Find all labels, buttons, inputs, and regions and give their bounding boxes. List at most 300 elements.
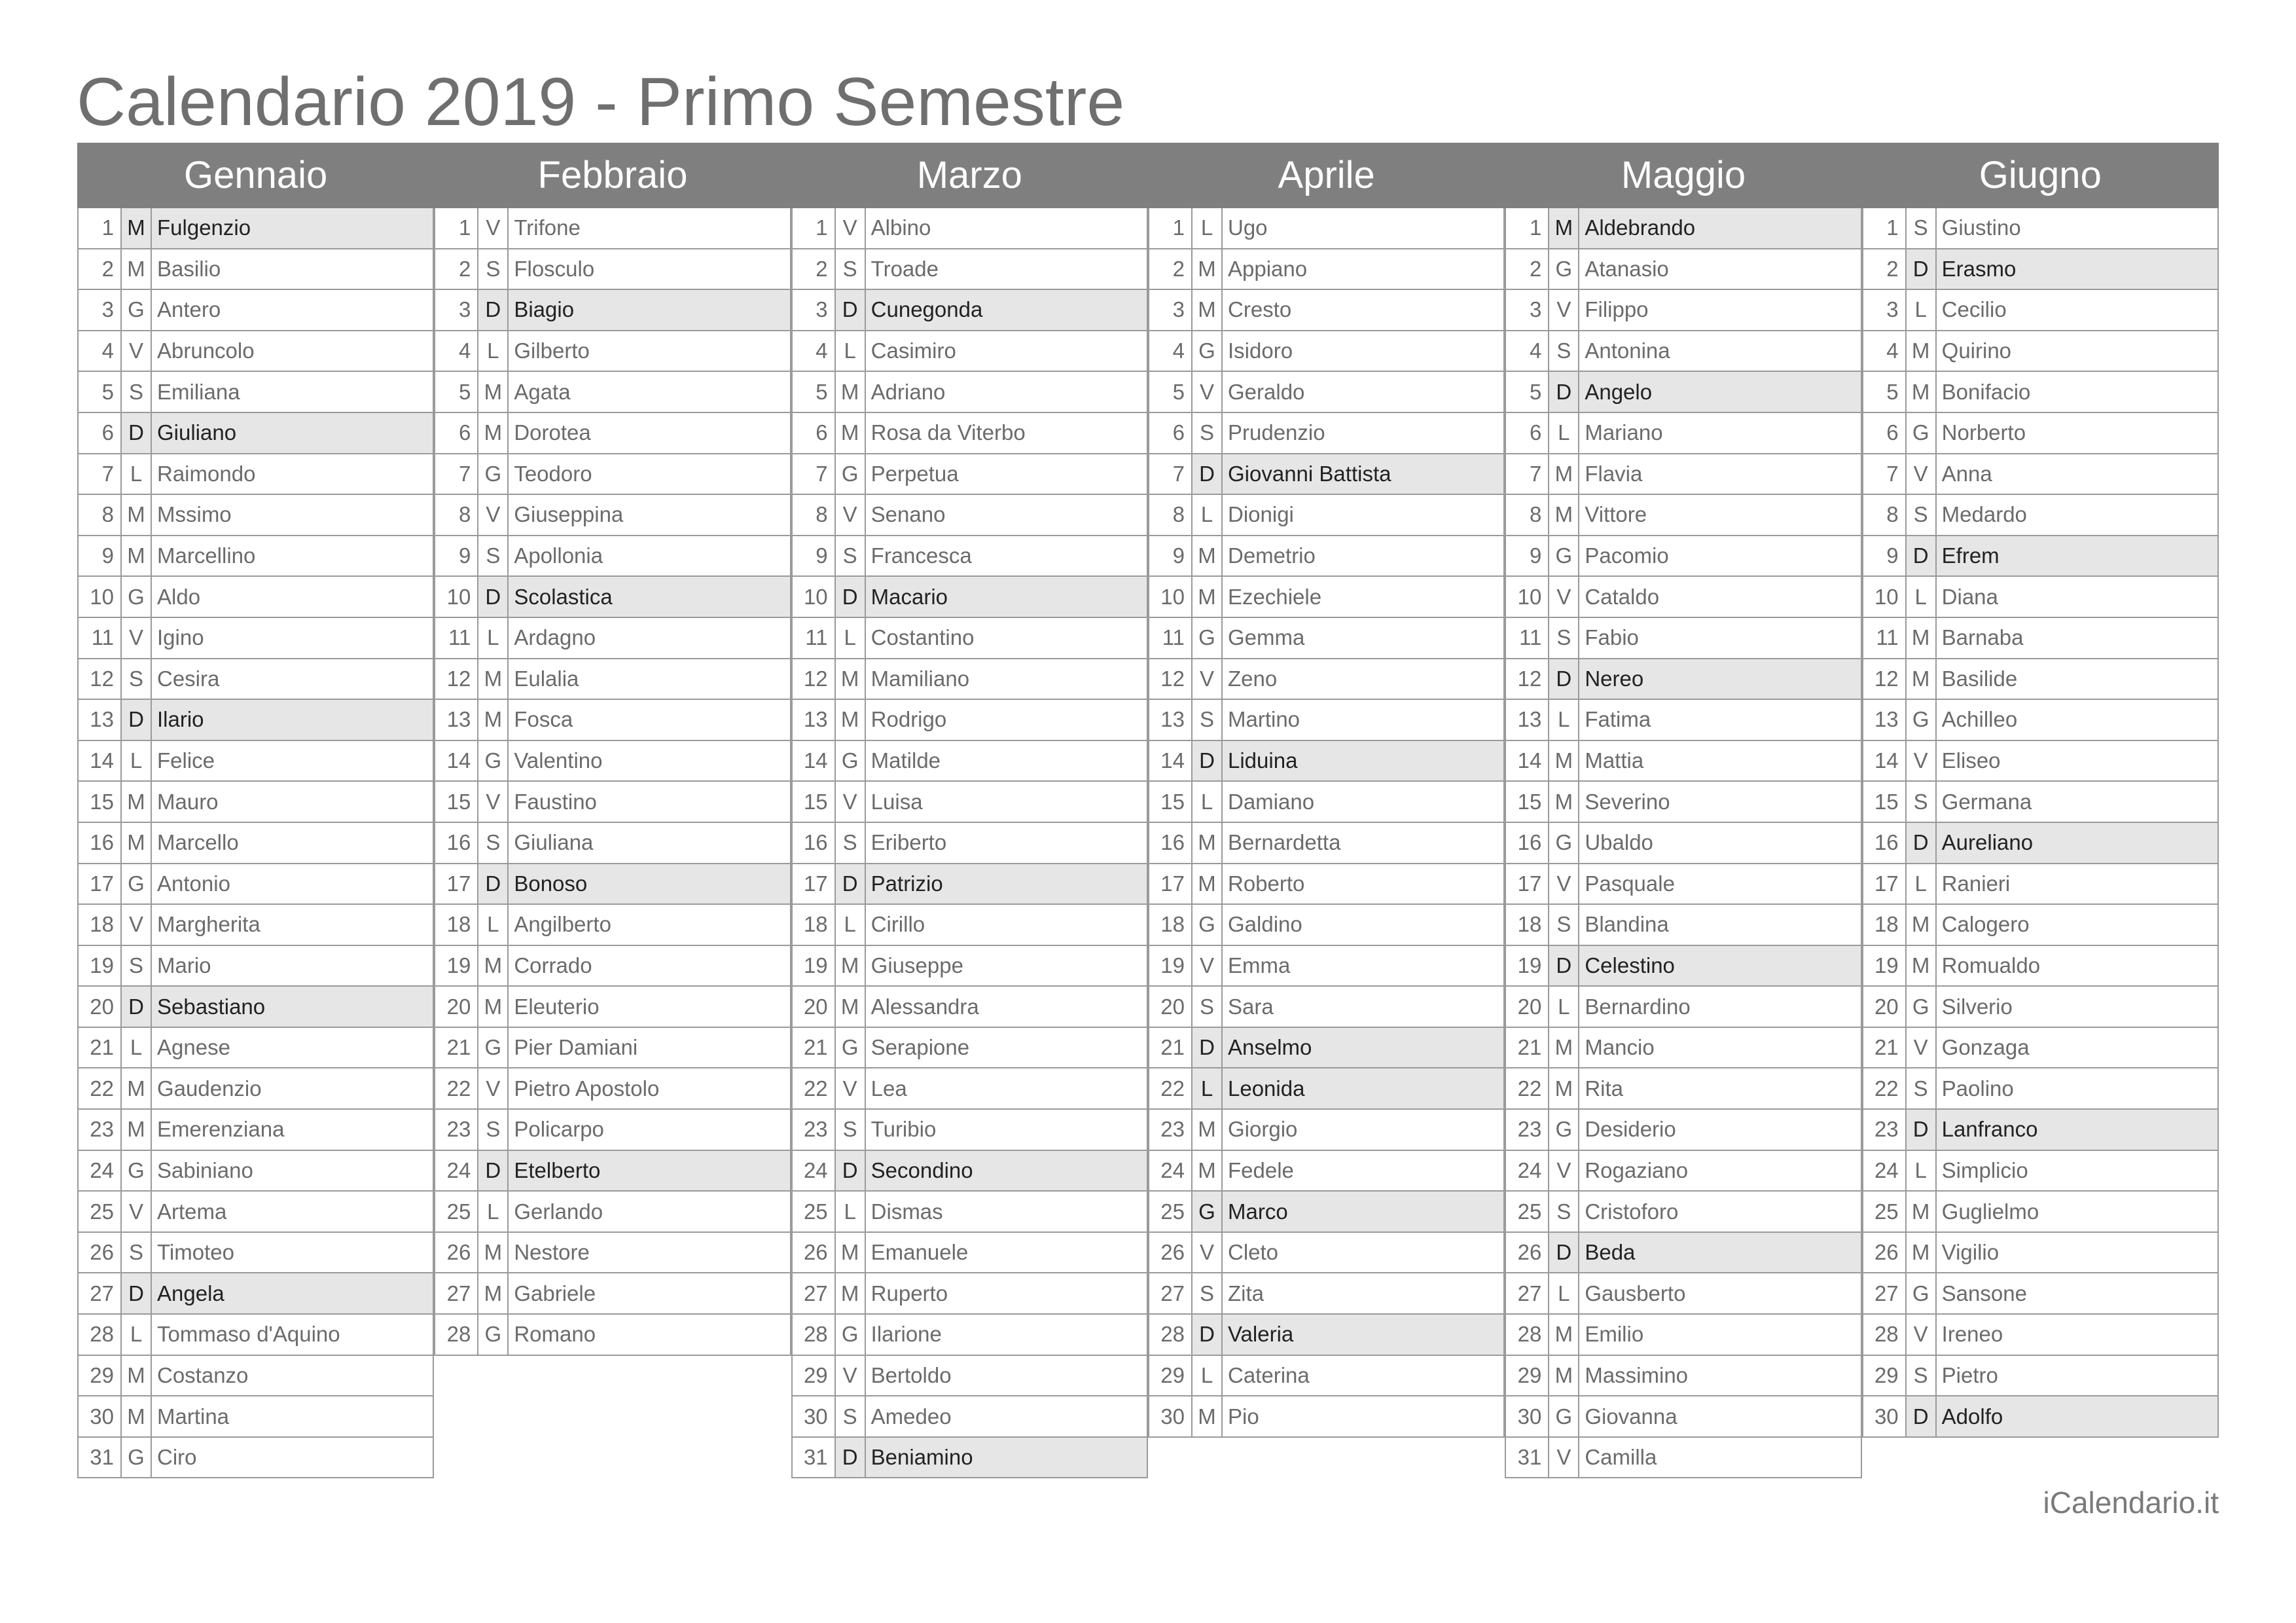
day-row (434, 1315, 791, 1356)
weekday-letter: L (836, 618, 866, 658)
saint-name: Mauro (157, 789, 219, 814)
day-row (791, 618, 1148, 659)
month-column (434, 143, 791, 1356)
weekday-letter: D (1907, 536, 1937, 576)
saint-name: Camilla (1585, 1445, 1657, 1470)
day-row (1862, 495, 2219, 536)
saint-name: Paolino (1941, 1076, 2014, 1101)
day-number: 24 (793, 1151, 836, 1191)
weekday-letter: G (1907, 987, 1937, 1027)
day-row (791, 700, 1148, 741)
day-number: 18 (1863, 905, 1907, 945)
day-row (1862, 1396, 2219, 1438)
weekday-letter: V (478, 1068, 509, 1108)
day-row (1505, 618, 1861, 659)
weekday-letter: M (122, 782, 152, 822)
day-number: 5 (1506, 372, 1549, 412)
day-number: 1 (79, 208, 122, 248)
day-row (77, 208, 434, 249)
day-row (1505, 536, 1861, 577)
day-number: 21 (793, 1028, 836, 1068)
day-number: 6 (1506, 413, 1549, 453)
saint-name: Flavia (1585, 461, 1643, 486)
day-row (434, 1233, 791, 1274)
day-row (1505, 905, 1861, 946)
day-row (77, 1068, 434, 1110)
day-row (791, 1028, 1148, 1069)
day-number: 25 (1149, 1192, 1193, 1231)
weekday-letter: D (836, 290, 866, 330)
day-number: 11 (435, 618, 478, 658)
saint-name: Cristoforo (1585, 1199, 1679, 1224)
day-row (1505, 1110, 1861, 1151)
weekday-letter: D (1549, 372, 1579, 412)
day-row (791, 536, 1148, 577)
day-row (1862, 1315, 2219, 1356)
day-number: 30 (1506, 1396, 1549, 1436)
weekday-letter: V (836, 782, 866, 822)
day-number: 18 (793, 905, 836, 945)
saint-name: Fedele (1228, 1158, 1294, 1182)
saint-name: Gonzaga (1941, 1035, 2030, 1060)
weekday-letter: S (122, 946, 152, 986)
day-row (1505, 495, 1861, 536)
day-row (434, 700, 791, 741)
saint-name: Alessandra (870, 994, 979, 1019)
day-number: 27 (1506, 1273, 1549, 1313)
weekday-letter: L (1907, 864, 1937, 904)
day-row (1505, 1151, 1861, 1192)
weekday-letter: V (1549, 864, 1579, 904)
day-row (791, 1151, 1148, 1192)
weekday-letter: V (836, 1356, 866, 1396)
day-row (1148, 905, 1505, 946)
saint-name: Giovanni Battista (1223, 454, 1503, 494)
saint-name: Cresto (1228, 297, 1292, 322)
day-number: 11 (1149, 618, 1193, 658)
day-row (791, 1110, 1148, 1151)
day-row (1505, 1396, 1861, 1438)
day-row (77, 782, 434, 823)
weekday-letter: G (122, 577, 152, 617)
saint-name: Angelo (1579, 372, 1860, 412)
day-row (434, 1068, 791, 1110)
saint-name: Germana (1941, 789, 2032, 814)
saint-name: Eriberto (870, 830, 947, 855)
day-row (1862, 864, 2219, 905)
saint-name: Desiderio (1585, 1117, 1676, 1142)
day-row (1505, 454, 1861, 496)
weekday-letter: S (1193, 700, 1223, 740)
day-number: 26 (79, 1233, 122, 1273)
day-row (1148, 1396, 1505, 1438)
day-row (791, 1068, 1148, 1110)
day-number: 13 (793, 700, 836, 740)
day-number: 21 (1863, 1028, 1907, 1068)
saint-name: Turibio (870, 1117, 937, 1142)
day-number: 2 (1506, 249, 1549, 289)
saint-name: Romualdo (1941, 953, 2041, 977)
weekday-letter: V (122, 905, 152, 945)
month-column (1862, 143, 2219, 1438)
saint-name: Bernardetta (1228, 830, 1341, 855)
day-number: 22 (79, 1068, 122, 1108)
saint-name: Marcellino (157, 543, 256, 568)
day-row (434, 413, 791, 454)
day-row (1862, 946, 2219, 987)
saint-name: Sabiniano (157, 1158, 253, 1182)
weekday-letter: L (122, 1315, 152, 1355)
day-number: 15 (435, 782, 478, 822)
weekday-letter: S (1549, 1192, 1579, 1231)
saint-name: Artema (157, 1199, 227, 1224)
day-row (791, 208, 1148, 249)
weekday-letter: S (836, 249, 866, 289)
saint-name: Sebastiano (152, 987, 433, 1027)
saint-name: Agata (514, 379, 571, 404)
day-number: 15 (1506, 782, 1549, 822)
weekday-letter: V (836, 208, 866, 248)
saint-name: Rosa da Viterbo (870, 420, 1026, 445)
day-row (1862, 823, 2219, 864)
day-number: 9 (793, 536, 836, 576)
day-row (77, 905, 434, 946)
saint-name: Abruncolo (157, 338, 255, 363)
day-row (1862, 782, 2219, 823)
saint-name: Pacomio (1585, 543, 1669, 568)
weekday-letter: M (1193, 577, 1223, 617)
day-row (1862, 249, 2219, 291)
weekday-letter: M (1907, 946, 1937, 986)
saint-name: Bertoldo (870, 1362, 952, 1387)
weekday-letter: V (122, 331, 152, 371)
day-row (1148, 864, 1505, 905)
weekday-letter: D (1549, 659, 1579, 699)
weekday-letter: S (122, 659, 152, 699)
saint-name: Valentino (514, 748, 603, 773)
day-row (77, 659, 434, 701)
weekday-letter: D (1193, 1315, 1223, 1355)
day-number: 19 (79, 946, 122, 986)
weekday-letter: D (478, 290, 509, 330)
day-number: 22 (1506, 1068, 1549, 1108)
day-number: 20 (793, 987, 836, 1027)
day-row (791, 577, 1148, 618)
saint-name: Martina (157, 1404, 230, 1429)
day-row (791, 987, 1148, 1028)
saint-name: Nestore (514, 1240, 590, 1265)
saint-name: Senano (870, 502, 946, 527)
day-number: 11 (79, 618, 122, 658)
weekday-letter: M (1907, 905, 1937, 945)
saint-name: Basilio (157, 256, 221, 281)
weekday-letter: D (478, 577, 509, 617)
saint-name: Blandina (1585, 912, 1669, 937)
saint-name: Timoteo (157, 1240, 234, 1265)
day-row (77, 700, 434, 741)
day-row (791, 331, 1148, 373)
day-row (791, 249, 1148, 291)
weekday-letter: S (1549, 618, 1579, 658)
month-column (1505, 143, 1861, 1478)
day-number: 10 (1506, 577, 1549, 617)
saint-name: Etelberto (509, 1151, 789, 1191)
saint-name: Cunegonda (866, 290, 1147, 330)
day-number: 10 (79, 577, 122, 617)
weekday-letter: V (122, 618, 152, 658)
day-row (1505, 413, 1861, 454)
day-row (1148, 1028, 1505, 1069)
weekday-letter: S (1193, 1273, 1223, 1313)
weekday-letter: D (836, 864, 866, 904)
weekday-letter: S (1907, 495, 1937, 535)
day-number: 17 (1506, 864, 1549, 904)
weekday-letter: G (122, 1151, 152, 1191)
weekday-letter: G (1907, 1273, 1937, 1313)
day-row (791, 290, 1148, 331)
weekday-letter: G (1193, 905, 1223, 945)
day-number: 2 (1149, 249, 1193, 289)
saint-name: Dorotea (514, 420, 591, 445)
day-row (77, 1192, 434, 1233)
day-number: 26 (435, 1233, 478, 1273)
weekday-letter: V (478, 208, 509, 248)
day-row (434, 290, 791, 331)
saint-name: Giuliana (514, 830, 594, 855)
day-number: 8 (79, 495, 122, 535)
weekday-letter: G (1193, 618, 1223, 658)
day-number: 13 (1149, 700, 1193, 740)
day-number: 23 (435, 1110, 478, 1150)
day-number: 19 (793, 946, 836, 986)
day-number: 7 (1149, 454, 1193, 494)
day-number: 30 (79, 1396, 122, 1436)
day-row (434, 1273, 791, 1315)
day-number: 2 (1863, 249, 1907, 289)
day-number: 19 (1863, 946, 1907, 986)
saint-name: Angela (152, 1273, 433, 1313)
day-row (1862, 290, 2219, 331)
saint-name: Giustino (1941, 215, 2021, 240)
weekday-letter: M (122, 823, 152, 863)
day-row (1862, 331, 2219, 373)
weekday-letter: M (836, 700, 866, 740)
day-number: 23 (1506, 1110, 1549, 1150)
day-row (434, 249, 791, 291)
day-number: 16 (1506, 823, 1549, 863)
weekday-letter: G (478, 1315, 509, 1355)
weekday-letter: L (122, 454, 152, 494)
saint-name: Ardagno (514, 625, 596, 650)
day-row (434, 577, 791, 618)
day-number: 13 (435, 700, 478, 740)
weekday-letter: M (122, 249, 152, 289)
day-row (1148, 659, 1505, 701)
weekday-letter: G (1907, 413, 1937, 453)
saint-name: Gaudenzio (157, 1076, 262, 1101)
day-row (434, 1151, 791, 1192)
saint-name: Dionigi (1228, 502, 1294, 527)
saint-name: Adriano (870, 379, 946, 404)
day-row (1505, 1028, 1861, 1069)
day-row (791, 1356, 1148, 1397)
day-number: 13 (1506, 700, 1549, 740)
day-number: 1 (1149, 208, 1193, 248)
weekday-letter: L (1193, 1356, 1223, 1396)
saint-name: Dismas (870, 1199, 943, 1224)
weekday-letter: L (1549, 413, 1579, 453)
weekday-letter: M (122, 1356, 152, 1396)
saint-name: Patrizio (866, 864, 1147, 904)
saint-name: Perpetua (870, 461, 959, 486)
weekday-letter: S (1549, 331, 1579, 371)
weekday-letter: S (1193, 987, 1223, 1027)
day-number: 18 (1149, 905, 1193, 945)
month-column (77, 143, 434, 1478)
day-number: 16 (435, 823, 478, 863)
day-row (434, 495, 791, 536)
saint-name: Beniamino (866, 1438, 1147, 1478)
saint-name: Martino (1228, 707, 1300, 732)
day-row (1505, 987, 1861, 1028)
weekday-letter: G (836, 454, 866, 494)
day-number: 12 (1506, 659, 1549, 699)
day-row (434, 905, 791, 946)
day-row (791, 1438, 1148, 1479)
weekday-letter: V (1549, 1438, 1579, 1478)
day-number: 6 (793, 413, 836, 453)
day-row (1505, 741, 1861, 782)
saint-name: Cirillo (870, 912, 925, 937)
weekday-letter: M (122, 536, 152, 576)
weekday-letter: V (1193, 372, 1223, 412)
weekday-letter: G (1549, 536, 1579, 576)
day-number: 5 (1863, 372, 1907, 412)
day-number: 12 (1149, 659, 1193, 699)
saint-name: Emerenziana (157, 1117, 285, 1142)
day-number: 21 (79, 1028, 122, 1068)
day-number: 11 (1506, 618, 1549, 658)
day-row (434, 1028, 791, 1069)
day-row (77, 618, 434, 659)
day-row (1148, 1151, 1505, 1192)
day-number: 11 (793, 618, 836, 658)
saint-name: Lea (870, 1076, 907, 1101)
saint-name: Giorgio (1228, 1117, 1298, 1142)
weekday-letter: M (1193, 249, 1223, 289)
day-row (1148, 372, 1505, 413)
saint-name: Isidoro (1228, 338, 1293, 363)
day-row (434, 741, 791, 782)
saint-name: Liduina (1223, 741, 1503, 781)
day-row (1148, 249, 1505, 291)
saint-name: Antonio (157, 871, 230, 896)
day-number: 31 (1506, 1438, 1549, 1478)
day-number: 8 (1506, 495, 1549, 535)
weekday-letter: G (1549, 1110, 1579, 1150)
day-row (1505, 577, 1861, 618)
day-row (1505, 700, 1861, 741)
day-row (1862, 659, 2219, 701)
day-row (1148, 577, 1505, 618)
day-number: 6 (1149, 413, 1193, 453)
day-number: 9 (1863, 536, 1907, 576)
day-row (434, 823, 791, 864)
day-row (1505, 1233, 1861, 1274)
day-row (1505, 290, 1861, 331)
weekday-letter: M (836, 413, 866, 453)
day-number: 26 (793, 1233, 836, 1273)
day-number: 26 (1149, 1233, 1193, 1273)
day-number: 4 (435, 331, 478, 371)
day-number: 28 (435, 1315, 478, 1355)
day-row (434, 987, 791, 1028)
saint-name: Adolfo (1937, 1396, 2217, 1436)
saint-name: Scolastica (509, 577, 789, 617)
day-row (791, 905, 1148, 946)
day-number: 14 (1506, 741, 1549, 781)
saint-name: Giovanna (1585, 1404, 1677, 1429)
weekday-letter: D (836, 1438, 866, 1478)
day-number: 19 (1506, 946, 1549, 986)
weekday-letter: M (1549, 208, 1579, 248)
day-row (1862, 1356, 2219, 1397)
day-number: 20 (1863, 987, 1907, 1027)
saint-name: Quirino (1941, 338, 2012, 363)
day-row (1148, 782, 1505, 823)
day-number: 17 (1863, 864, 1907, 904)
saint-name: Caterina (1228, 1362, 1310, 1387)
day-number: 23 (79, 1110, 122, 1150)
saint-name: Margherita (157, 912, 260, 937)
day-row (77, 1438, 434, 1479)
saint-name: Luisa (870, 789, 923, 814)
day-number: 25 (1506, 1192, 1549, 1231)
day-number: 20 (79, 987, 122, 1027)
saint-name: Fulgenzio (152, 208, 433, 248)
saint-name: Ezechiele (1228, 584, 1322, 609)
day-row (77, 1356, 434, 1397)
saint-name: Anna (1941, 461, 1992, 486)
saint-name: Cesira (157, 666, 220, 691)
day-row (77, 864, 434, 905)
day-number: 5 (1149, 372, 1193, 412)
day-row (791, 372, 1148, 413)
saint-name: Severino (1585, 789, 1670, 814)
day-number: 3 (1863, 290, 1907, 330)
saint-name: Flosculo (514, 256, 595, 281)
day-number: 17 (793, 864, 836, 904)
saint-name: Eleuterio (514, 994, 600, 1019)
weekday-letter: M (122, 495, 152, 535)
day-number: 28 (1863, 1315, 1907, 1355)
day-number: 15 (79, 782, 122, 822)
day-number: 29 (793, 1356, 836, 1396)
weekday-letter: M (836, 372, 866, 412)
day-row (77, 331, 434, 373)
saint-name: Galdino (1228, 912, 1302, 937)
day-number: 1 (793, 208, 836, 248)
day-number: 10 (435, 577, 478, 617)
saint-name: Marco (1223, 1192, 1503, 1231)
day-number: 22 (793, 1068, 836, 1108)
day-row (1505, 372, 1861, 413)
day-row (1862, 413, 2219, 454)
day-number: 14 (1863, 741, 1907, 781)
saint-name: Ciro (157, 1445, 197, 1470)
saint-name: Emanuele (870, 1240, 969, 1265)
day-row (791, 454, 1148, 496)
